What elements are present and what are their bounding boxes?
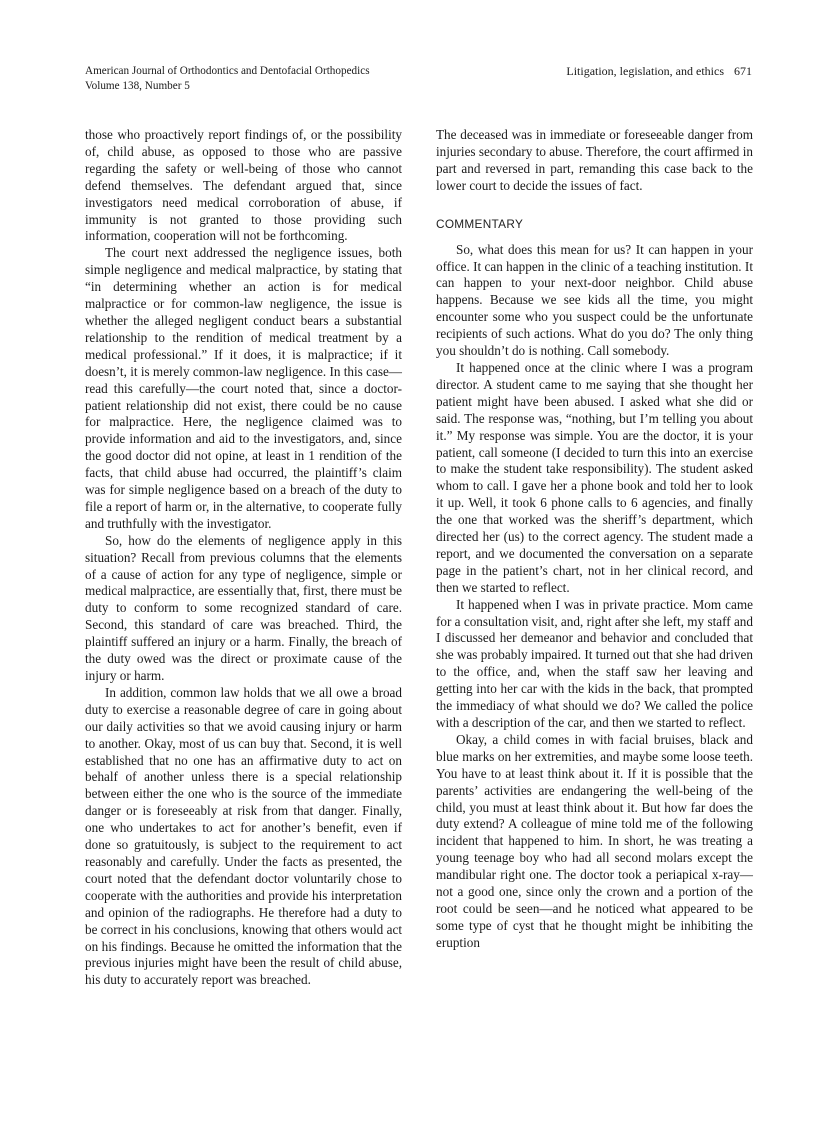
page-number: 671 bbox=[734, 64, 752, 78]
right-column bbox=[436, 127, 753, 952]
running-header-left bbox=[85, 64, 370, 93]
paragraph: Okay, a child comes in with facial bruises, black and blue marks on her extremities, and maybe some loose teeth. You have to at least think about it. If it is possible that the parents’ activities are endangering the well-being of the child, you must at least think about it. But how far does the duty extend? A colleague of mine told me of the following incident that happened to him. In short, he was treating a young teenage boy who had all second molars except the mandibular right one. The doctor took a periapical x-ray—not a good one, since only the crown and a portion of the root could be seen—and he noticed what appeared to be some type of cyst that he thought might be inhibiting the eruption bbox=[436, 731, 753, 950]
paragraph: The deceased was in immediate or foreseeable danger from injuries secondary to abuse. Therefore, the court affirmed in part and reversed in part, remanding this case back to the lower court to decide the issues of fact. bbox=[436, 127, 753, 193]
running-header-right bbox=[566, 64, 752, 79]
left-column bbox=[85, 127, 402, 989]
section-heading: COMMENTARY bbox=[436, 216, 524, 231]
paragraph: It happened once at the clinic where I was a program director. A student came to me saying that she thought her patient might have been abused. I asked what she did or said. The response was, “nothing, but I’m telling you about it.” My response was simple. You are the doctor, it is your patient, call someone (I decided to turn this into an exercise to make the student take responsibility). The student asked whom to call. I gave her a phone book and told her to look it up. Well, it took 6 phone calls to 6 agencies, and finally the one that worked was the sheriff’s department, which directed her (us) to the correct agency. The student made a report, and we documented the conversation on a separate page in the patient’s chart, not in her clinical record, and then we started to reflect. bbox=[436, 359, 753, 595]
volume-issue: Volume 138, Number 5 bbox=[85, 79, 190, 92]
paragraph: those who proactively report findings of, or the possibility of, child abuse, as opposed to those who are passive regarding the safety or well-being of those who cannot defend themselves. The defendant argued that, since investigators need medical corroboration of abuse, if immunity is not granted to those providing such information, cooperation will not be forthcoming. bbox=[85, 127, 402, 244]
paragraph: It happened when I was in private practice. Mom came for a consultation visit, and, right after she left, my staff and I discussed her demeanor and behavior and concluded that she was probably impaired. It turned out that she had driven to the office, and, when the staff saw her leaving and getting into her car with the kids in the back, that prompted the immediacy of what should we do? We called the police with a description of the car, and then we started to reflect. bbox=[436, 596, 753, 730]
paragraph: The court next addressed the negligence issues, both simple negligence and medical malpractice, by stating that “in determining whether an action is for medical malpractice or for common-law negligence, the issue is whether the alleged negligent conduct bears a substantial relationship to the rendition of medical treatment by a medical professional.” If it does, it is malpractice; if it doesn’t, it is merely common-law negligence. In this case—read this carefully—the court noted that, since a doctor-patient relationship did not exist, there could be no cause for malpractice. Here, the negligence claimed was to provide information and aid to the investigators, and, since the good doctor did not opine, at least in 1 rendition of the facts, that child abuse had occurred, the plaintiff’s claim was for simple negligence based on a breach of the duty to file a report of harm or, in the alternative, to cooperate fully and truthfully with the investigator. bbox=[85, 245, 402, 531]
paragraph: So, how do the elements of negligence apply in this situation? Recall from previous columns that the elements of a cause of action for any type of negligence, simple or medical malpractice, are essentially that, first, there must be duty to conform to some recognized standard of care. Second, this standard of care was breached. Third, the plaintiff suffered an injury or a harm. Finally, the breach of the duty owed was the direct or proximate cause of the injury or harm. bbox=[85, 532, 402, 683]
paragraph: So, what does this mean for us? It can happen in your office. It can happen in the clinic of a teaching institution. It can happen to your next-door neighbor. Child abuse happens. Because we see kids all the time, you might encounter some who you suspect could be the unfortunate recipients of such actions. What do you do? The only thing you shouldn’t do is nothing. Call somebody. bbox=[436, 241, 753, 359]
journal-title: American Journal of Orthodontics and Dentofacial Orthopedics bbox=[85, 65, 370, 77]
paragraph: In addition, common law holds that we all owe a broad duty to exercise a reasonable degree of care in going about our daily activities so that we avoid causing injury or harm to another. Okay, most of us can buy that. Second, it is well established that no one has an affirmative duty to act on behalf of another unless there is a special relationship between either the one who is the source of the immediate danger or is foreseeably at risk from that danger. Finally, one who undertakes to act for another’s benefit, even if done so gratuitously, is subject to the requirement to act reasonably and carefully. Under the facts as presented, the court noted that the defendant doctor voluntarily chose to cooperate with the authorities and provide his interpretation and opinion of the radiographs. He therefore had a duty to be correct in his conclusions, knowing that others would act on his findings. Because he omitted the information that the previous injuries might have been the result of child abuse, his duty to accurately report was breached. bbox=[85, 684, 402, 988]
section-title: Litigation, legislation, and ethics bbox=[566, 64, 724, 78]
